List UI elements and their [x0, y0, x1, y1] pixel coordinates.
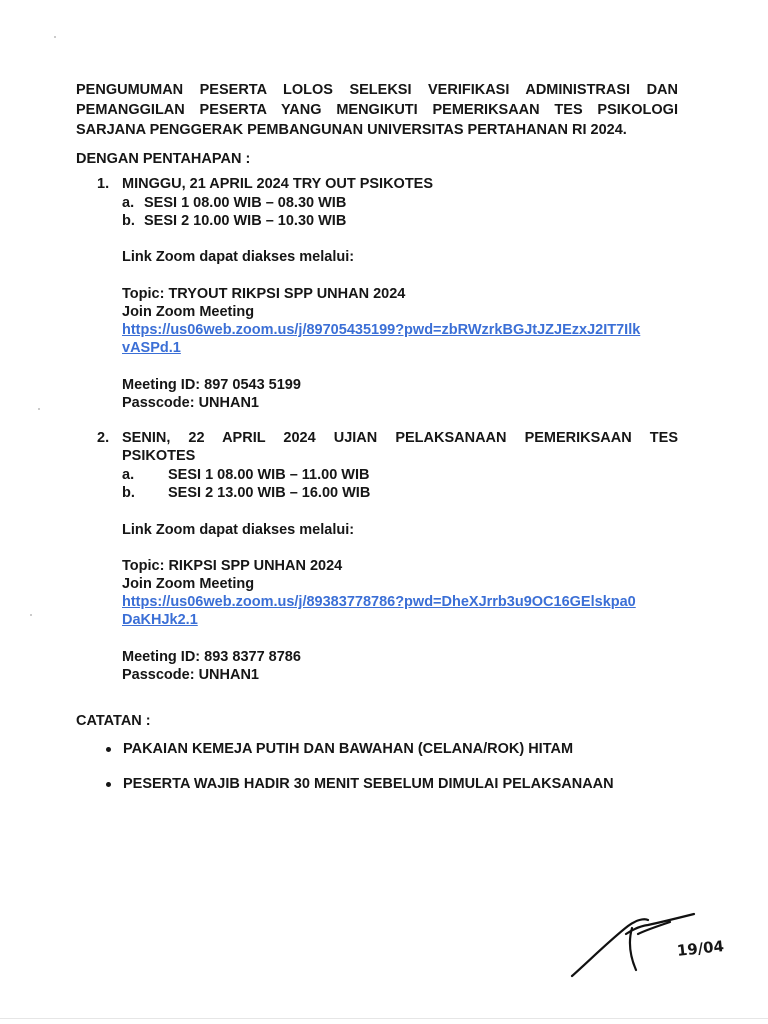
scan-speck: [30, 614, 32, 616]
title-line-3: SARJANA PENGGERAK PEMBANGUNAN UNIVERSITAS PERTAHANAN RI 2024.: [76, 122, 627, 138]
stage-2-zoom-intro: Link Zoom dapat diakses melalui:: [122, 522, 355, 538]
stage-2-passcode: Passcode: UNHAN1: [122, 667, 259, 683]
stage-2-zoom-link-line-2: DaKHJk2.1: [122, 612, 198, 628]
scan-speck: [38, 408, 40, 410]
stage-2-topic: Topic: RIKPSI SPP UNHAN 2024: [122, 558, 343, 574]
stage-1-session-b: SESI 2 10.00 WIB – 10.30 WIB: [144, 213, 347, 229]
stage-1-zoom-intro: Link Zoom dapat diakses melalui:: [122, 249, 355, 265]
bullet-icon: [106, 747, 111, 752]
stage-1-zoom-link-line-1: https://us06web.zoom.us/j/89705435199?pwd=zbRWzrkBGJtJZJEzxJ2IT7Ilk: [122, 322, 641, 338]
stage-2-session-a: SESI 1 08.00 WIB – 11.00 WIB: [168, 467, 370, 483]
stage-2-heading-line-1: SENIN, 22 APRIL 2024 UJIAN PELAKSANAAN PEMERIKSAAN TES: [122, 430, 678, 446]
note-text: PAKAIAN KEMEJA PUTIH DAN BAWAHAN (CELANA/ROK) HITAM: [123, 741, 574, 757]
stage-2-number: 2.: [97, 430, 110, 446]
stage-1-meeting-id: Meeting ID: 897 0543 5199: [122, 377, 301, 393]
stage-1-session-b-letter: b.: [122, 213, 135, 229]
announcement-title: [76, 80, 678, 140]
notes-heading: CATATAN :: [76, 713, 151, 729]
note-text: PESERTA WAJIB HADIR 30 MENIT SEBELUM DIMULAI PELAKSANAAN: [123, 776, 614, 792]
stage-1-zoom-link[interactable]: [122, 321, 640, 339]
stage-1-passcode: Passcode: UNHAN1: [122, 395, 259, 411]
stage-1-join-label: Join Zoom Meeting: [122, 304, 255, 320]
title-line-2: PEMANGGILAN PESERTA YANG MENGIKUTI PEMERIKSAAN TES PSIKOLOGI: [76, 102, 678, 118]
title-line-1: PENGUMUMAN PESERTA LOLOS SELEKSI VERIFIKASI ADMINISTRASI DAN: [76, 82, 678, 98]
stage-2-zoom-link[interactable]: [122, 593, 636, 611]
stage-2-zoom-link-continued[interactable]: [122, 611, 198, 629]
stage-1-session-a: SESI 1 08.00 WIB – 08.30 WIB: [144, 195, 347, 211]
stage-1-zoom-link-line-2: vASPd.1: [122, 340, 181, 356]
stage-1-zoom-link-continued[interactable]: [122, 339, 181, 357]
note-item: [106, 775, 614, 793]
stage-2-session-a-letter: a.: [122, 467, 135, 483]
stage-1-number: 1.: [97, 176, 110, 192]
note-item: [106, 740, 573, 758]
page-bottom-edge: [0, 1018, 768, 1019]
stage-2-join-label: Join Zoom Meeting: [122, 576, 255, 592]
stages-heading: DENGAN PENTAHAPAN :: [76, 151, 251, 167]
stage-2-meeting-id: Meeting ID: 893 8377 8786: [122, 649, 301, 665]
stage-1-session-a-letter: a.: [122, 195, 135, 211]
stage-2-zoom-link-line-1: https://us06web.zoom.us/j/89383778786?pwd=DheXJrrb3u9OC16GElskpa0: [122, 594, 636, 610]
stage-2-heading-line-2: PSIKOTES: [122, 448, 196, 464]
signature-date: 19/04: [676, 937, 725, 960]
bullet-icon: [106, 782, 111, 787]
stage-1-topic: Topic: TRYOUT RIKPSI SPP UNHAN 2024: [122, 286, 406, 302]
stage-2-session-b-letter: b.: [122, 485, 135, 501]
stage-2-session-b: SESI 2 13.00 WIB – 16.00 WIB: [168, 485, 371, 501]
stage-1-heading: MINGGU, 21 APRIL 2024 TRY OUT PSIKOTES: [122, 176, 434, 192]
scan-speck: [54, 36, 56, 38]
